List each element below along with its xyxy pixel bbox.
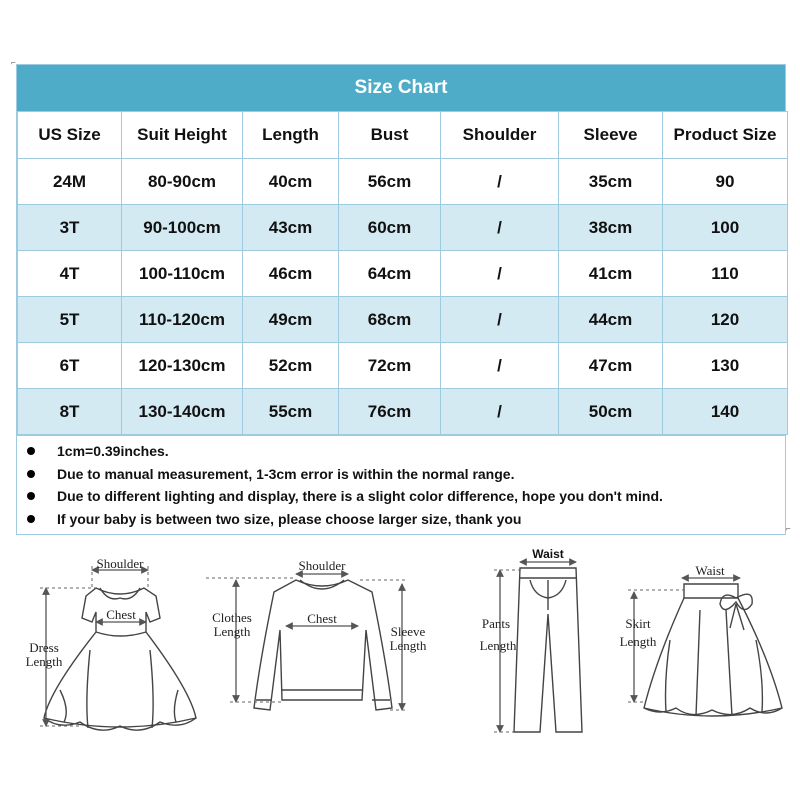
top-clothes-length-label-2: Length xyxy=(213,624,251,639)
table-row xyxy=(18,159,788,205)
cell-length: 40cm xyxy=(243,159,339,205)
header-bust: Bust xyxy=(339,112,441,159)
table-header-row xyxy=(18,112,788,159)
note-item xyxy=(27,485,785,508)
cell-length: 55cm xyxy=(243,389,339,435)
cell-bust: 64cm xyxy=(339,251,441,297)
pants-waist-label: Waist xyxy=(532,547,564,561)
top-shoulder-label: Shoulder xyxy=(298,558,346,573)
cell-sleeve: 41cm xyxy=(559,251,663,297)
top-clothes-length-label-1: Clothes xyxy=(212,610,252,625)
cell-sleeve: 50cm xyxy=(559,389,663,435)
notes-list xyxy=(17,435,785,534)
top-chest-label: Chest xyxy=(307,611,337,626)
cell-length: 49cm xyxy=(243,297,339,343)
table-row xyxy=(18,389,788,435)
cell-us-size: 4T xyxy=(18,251,122,297)
cell-shoulder: / xyxy=(441,389,559,435)
cell-suit-height: 90-100cm xyxy=(122,205,243,251)
bullet-icon xyxy=(27,515,35,523)
cell-sleeve: 47cm xyxy=(559,343,663,389)
cell-us-size: 5T xyxy=(18,297,122,343)
header-sleeve: Sleeve xyxy=(559,112,663,159)
bullet-icon xyxy=(27,470,35,478)
cell-product-size: 90 xyxy=(663,159,788,205)
skirt-diagram xyxy=(620,563,782,716)
header-shoulder: Shoulder xyxy=(441,112,559,159)
cell-bust: 76cm xyxy=(339,389,441,435)
note-text: 1cm=0.39inches. xyxy=(57,443,169,460)
cell-us-size: 24M xyxy=(18,159,122,205)
header-us-size: US Size xyxy=(18,112,122,159)
skirt-length-label-1: Skirt xyxy=(625,616,651,631)
size-chart xyxy=(16,64,786,535)
top-sleeve-length-label-2: Length xyxy=(389,638,427,653)
skirt-waist-label: Waist xyxy=(695,563,725,578)
cell-length: 46cm xyxy=(243,251,339,297)
crop-mark-bottom-right: ⌐ xyxy=(786,524,791,533)
cell-suit-height: 120-130cm xyxy=(122,343,243,389)
header-suit-height: Suit Height xyxy=(122,112,243,159)
cell-product-size: 120 xyxy=(663,297,788,343)
size-table xyxy=(17,111,788,435)
cell-product-size: 140 xyxy=(663,389,788,435)
cell-product-size: 110 xyxy=(663,251,788,297)
dress-length-label-1: Dress xyxy=(29,640,59,655)
note-text: Due to manual measurement, 1-3cm error is within the normal range. xyxy=(57,465,515,482)
cell-sleeve: 38cm xyxy=(559,205,663,251)
cell-sleeve: 35cm xyxy=(559,159,663,205)
note-item xyxy=(27,440,785,463)
cell-product-size: 130 xyxy=(663,343,788,389)
pants-diagram xyxy=(480,547,582,732)
bullet-icon xyxy=(27,492,35,500)
pants-icon xyxy=(514,568,582,732)
skirt-icon xyxy=(644,584,782,716)
skirt-length-label-2: Length xyxy=(619,634,657,649)
note-text: Due to different lighting and display, there is a slight color difference, hope you don't mind. xyxy=(57,488,663,505)
pants-length-label-1: Pants xyxy=(481,616,511,631)
dress-length-label-2: Length xyxy=(25,654,63,669)
dress-diagram xyxy=(26,556,196,730)
note-text: If your baby is between two size, please choose larger size, thank you xyxy=(57,510,522,527)
cell-shoulder: / xyxy=(441,251,559,297)
note-item xyxy=(27,463,785,486)
table-row xyxy=(18,343,788,389)
top-sleeve-length-label-1: Sleeve xyxy=(390,624,426,639)
crop-mark-top-left: ⌐ xyxy=(11,58,16,67)
cell-shoulder: / xyxy=(441,205,559,251)
note-item xyxy=(27,508,785,531)
cell-shoulder: / xyxy=(441,159,559,205)
cell-us-size: 3T xyxy=(18,205,122,251)
dress-shoulder-label: Shoulder xyxy=(96,556,144,571)
cell-length: 52cm xyxy=(243,343,339,389)
cell-us-size: 8T xyxy=(18,389,122,435)
table-row xyxy=(18,297,788,343)
cell-bust: 60cm xyxy=(339,205,441,251)
cell-product-size: 100 xyxy=(663,205,788,251)
cell-shoulder: / xyxy=(441,297,559,343)
cell-sleeve: 44cm xyxy=(559,297,663,343)
cell-shoulder: / xyxy=(441,343,559,389)
cell-bust: 68cm xyxy=(339,297,441,343)
dress-chest-label: Chest xyxy=(106,607,136,622)
chart-title: Size Chart xyxy=(17,65,785,111)
table-row xyxy=(18,251,788,297)
cell-us-size: 6T xyxy=(18,343,122,389)
header-length: Length xyxy=(243,112,339,159)
cell-suit-height: 100-110cm xyxy=(122,251,243,297)
bullet-icon xyxy=(27,447,35,455)
cell-bust: 56cm xyxy=(339,159,441,205)
cell-bust: 72cm xyxy=(339,343,441,389)
cell-suit-height: 80-90cm xyxy=(122,159,243,205)
header-product-size: Product Size xyxy=(663,112,788,159)
cell-length: 43cm xyxy=(243,205,339,251)
cell-suit-height: 130-140cm xyxy=(122,389,243,435)
long-sleeve-top-icon xyxy=(254,580,392,710)
top-diagram xyxy=(206,558,427,710)
measurement-diagrams xyxy=(0,540,800,800)
cell-suit-height: 110-120cm xyxy=(122,297,243,343)
table-row xyxy=(18,205,788,251)
pants-length-label-2: Length xyxy=(479,638,517,653)
